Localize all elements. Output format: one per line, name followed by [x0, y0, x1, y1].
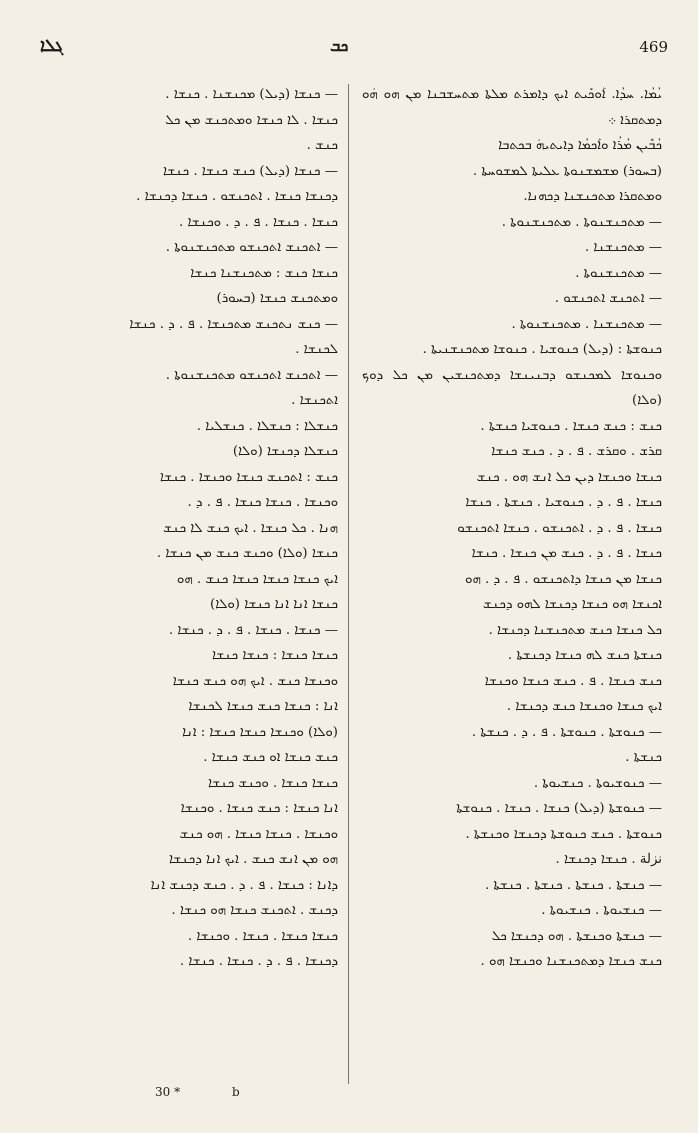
dictionary-line: — ܟܢܫ ܢܬܟܢܫ ܡܬܟܢܫܐ . ܦ . ܕ . ܟܢܫܐ: [129, 316, 338, 332]
left-column: [38, 82, 338, 975]
dictionary-line: — ܟܢܫܐ (ܕܝܠ) ܟܢܫ ܟܢܫܐ . ܟܢܫܐ: [162, 163, 338, 179]
dictionary-line: ܟܢܫܬܐ ܟܢܫ ܠܗ ܟܢܫܐ ܕܟܢܫܬܐ .: [507, 648, 662, 663]
column-divider: [348, 84, 349, 1084]
dictionary-line: ܟܢܫ ܟܢܫܐ ܐܘ ܟܢܫ ܟܢܫܐ .: [203, 750, 338, 765]
dictionary-line: ܟܢܫܠܐ : ܟܢܫܠܐ . ܟܢܫܠܝܐ .: [196, 418, 338, 434]
dictionary-line: — ܟܢܫܬܐ ܘܟܢܫܬܐ . ܗܘ ܕܟܢܫܐ ܟܠ: [491, 928, 662, 944]
dictionary-line: ܝܳܡܳܐ. ܚܕܳܐ. ܐܰܘܟܺܝܬ ܐܝܟ ܕܐܡܪܬ ܡܠܬܐ ܡܬܚܫܒܢܐ ܡܢ ܗܘ ܗܿܘ ܕܡܬܩܪܐ ܀: [362, 87, 662, 128]
dictionary-line: ܗܘ ܡܢ ܐܢܫ ܟܢܫ . ܐܝܟ ܐܢܐ ܕܟܢܫܐ: [169, 852, 338, 867]
dictionary-line: ܘܡܬܟܢܫ ܟܢܫܐ (ܒܚܘܪ): [216, 291, 338, 306]
dictionary-line: ܟܢܫܐ ܡܢ ܟܢܫܐ ܕܐܬܟܢܫܘ . ܦ . ܕ . ܗܘ: [465, 571, 662, 587]
dictionary-line: — ܟܢܫܐ . ܟܢܫܐ . ܦ . ܕ . ܟܢܫܐ .: [168, 622, 338, 638]
dictionary-line: ܐܟܢܫܐ ܗܘ ܟܢܫܐ ܕܟܢܫܐ ܠܗܘ ܕܟܢܫ: [482, 597, 662, 612]
right-column: [362, 82, 662, 975]
dictionary-line: ܟܢܫܐ ܘܟܢܫܐ ܕܝܢ ܟܠ ܐܢܫ ܗܘ . ܟܢܫ: [476, 469, 662, 485]
dictionary-line: ܟܢܫܐ . ܦ . ܕ . ܟܢܫ ܡܢ ܟܢܫܐ . ܟܢܫܐ: [471, 546, 662, 561]
dictionary-line: ܗܢܐ . ܟܠ ܟܢܫܐ . ܐܝܟ ܟܢܫ ܠܐ ܟܢܫ: [163, 520, 338, 536]
dictionary-line: ܟܳܒܶܝܢ ܡܳܪܳܐ ܘܐܰܟܡܳܐ ܕܐܝܬܝܗܿ ܒܟܬܒܐ: [498, 138, 662, 153]
dictionary-line: ܟܢܫܐ (ܘܠܐ) ܘܟܢܫ ܟܢܫ ܡܢ ܟܢܫܐ .: [156, 546, 338, 561]
dictionary-line: — ܡܬܟܢܫܢܘܬܐ . ܡܬܟܢܫܢܘܬܐ .: [501, 214, 662, 230]
dictionary-line: ܘܟܢܫܐ . ܟܢܫܐ ܟܢܫܐ . ܗܘ ܟܢܫ: [179, 826, 338, 842]
dictionary-line: ܐܢܐ : ܟܢܫܐ ܟܢܫ ܟܢܫܐ ܠܟܢܫܐ: [188, 699, 338, 714]
dictionary-line: — ܟܢܫܐ (ܕܝܠ) ܡܟܢܫܢܐ . ܟܢܫܐ .: [165, 87, 338, 102]
dictionary-line: ܟܢܫ .: [306, 138, 338, 153]
dictionary-line: ܟܢܘܫܬܐ : (ܕܝܠ) ܟܢܘܫܝܐ . ܟܢܘܫܐ ܡܬܟܢܫܢܝܬܐ .: [422, 342, 662, 357]
dictionary-line: ܟܢܫܐ . ܦ . ܕ . ܐܬܟܢܫܘ . ܟܢܫܐ ܐܬܟܢܫܘ: [457, 520, 662, 536]
dictionary-line: — ܟܢܫܝܘܬܐ . ܟܢܫܝܘܬܐ .: [541, 903, 662, 918]
dictionary-line: ܕܐܢܐ : ܟܢܫܐ . ܦ . ܕ . ܟܢܫ ܕܟܢܫ ܐܢܐ: [150, 877, 338, 893]
dictionary-line: — ܐܬܟܢܫ ܐܬܟܢܫܘ ܡܬܟܢܫܢܘܬܐ .: [165, 367, 338, 383]
dictionary-line: ܕܟܢܫܐ . ܦ . ܕ . ܟܢܫܐ . ܟܢܫܐ .: [179, 954, 338, 969]
dictionary-line: ܕܟܢܫ . ܐܬܟܢܫ ܟܢܫܐ ܗܘ ܟܢܫܐ .: [171, 903, 338, 918]
dictionary-line: ܐܝܟ ܟܢܫܐ ܟܢܫܐ ܟܢܫܐ ܟܢܫ . ܗܘ: [176, 571, 338, 587]
dictionary-line: ܟܢܫܠܐ ܕܟܢܫܐ (ܘܠܐ): [232, 444, 338, 459]
dictionary-line: ܟܢܫܐ ܟܢܫܐ : ܟܢܫܐ ܟܢܫܐ: [211, 648, 338, 663]
dictionary-line: ܐܬܟܢܫܐ .: [291, 393, 338, 408]
dictionary-line: نزلة . ܟܢܫܐ ܕܟܢܫܐ .: [555, 852, 662, 867]
dictionary-line: ܘܟܢܘܫܐ ܠܡܟܢܫܘ ܕܒܢܝܢܫܐ ܕܡܬܟܢܫܝܢ ܡܢ ܟܠ ܕܘܟ (ܘܠܐ): [362, 367, 662, 408]
dictionary-line: ܟܢܫܐ . ܠܐ ܟܢܫܐ ܘܡܬܟܢܫ ܡܢ ܟܠ: [165, 112, 338, 128]
dictionary-line: ܟܢܫܬܐ .: [625, 750, 662, 765]
dictionary-line: ܟܢܫ : ܟܢܫ ܟܢܫܐ . ܟܢܘܫܝܐ ܟܢܫܬܐ .: [480, 418, 662, 434]
dictionary-line: — ܟܢܫܬܐ . ܟܢܫܬܐ . ܟܢܫܬܐ . ܟܢܫܬܐ .: [484, 877, 662, 893]
dictionary-line: ܟܢܫܐ ܟܢܫܐ . ܟܢܫܐ . ܘܟܢܫܐ .: [187, 928, 338, 944]
dictionary-line: — ܟܢܘܫܬܐ (ܕܝܠ) ܟܢܫܐ . ܟܢܫܐ . ܟܢܘܫܬܐ: [456, 801, 662, 816]
dictionary-line: — ܐܬܟܢܫ ܐܬܟܢܫܘ ܡܬܟܢܫܢܘܬܐ .: [165, 240, 338, 255]
dictionary-line: — ܡܬܟܢܫܢܐ . ܡܬܟܢܫܢܘܬܐ .: [511, 316, 662, 332]
dictionary-line: ܘܡܬܩܪܐ ܡܬܟܢܫܢܐ ܕܟܗܢܐ.: [523, 189, 662, 204]
running-head-left: ܓܠܐ: [40, 36, 64, 56]
dictionary-line: — ܡܬܟܢܫܢܘܬܐ .: [575, 265, 662, 281]
dictionary-line: — ܟܢܘܫܬܐ . ܟܢܘܫܬܐ . ܦ . ܕ . ܟܢܫܬܐ .: [471, 724, 662, 740]
dictionary-line: ܩܪܫ . ܘܩܪܫ . ܦ . ܕ . ܟܢܫ ܟܢܫܐ: [491, 444, 662, 459]
dictionary-line: ܠܟܢܫܐ .: [295, 342, 338, 357]
dictionary-line: ܘܟܢܫܐ . ܟܢܫܐ ܟܢܫܐ . ܦ . ܕ .: [187, 495, 338, 510]
dictionary-line: ܟܢܫܐ . ܦ . ܕ . ܟܢܘܫܝܐ . ܟܢܫܬܐ . ܟܢܫܐ: [465, 495, 662, 510]
dictionary-line: ܟܢܫ ܟܢܫܐ . ܦ . ܟܢܫ ܟܢܫܐ ܘܟܢܫܐ: [484, 673, 662, 689]
running-head-center: ܟܒ: [330, 36, 349, 55]
dictionary-line: ܟܢܫܐ . ܟܢܫܐ . ܦ . ܕ . ܘܟܢܫܐ .: [179, 214, 338, 230]
dictionary-line: ܐܝܟ ܟܢܫܐ ܘܟܢܫܐ ܟܢܫ ܕܟܢܫܐ .: [506, 699, 662, 714]
dictionary-line: ܟܢܫܐ ܐܢܐ ܐܢܐ ܟܢܫܐ (ܘܠܐ): [210, 597, 338, 612]
dictionary-line: ܟܠ ܟܢܫܐ ܟܢܫ ܡܬܟܢܫܢܐ ܕܟܢܫܐ .: [488, 622, 662, 638]
dictionary-line: ܟܢܫܐ ܟܢܫ : ܡܬܟܢܫܢܐ ܟܢܫܐ: [190, 265, 338, 281]
dictionary-line: ܐܢܐ ܟܢܫܐ : ܟܢܫ ܟܢܫܐ . ܘܟܢܫܐ: [180, 801, 338, 816]
dictionary-line: (ܒܚܘܪ) ܡܫܡܫܢܘܬܐ ܥܠܝܬܐ ܠܡܫܘܚܬܐ .: [472, 163, 662, 179]
printer-signature: 30 *: [155, 1085, 181, 1099]
dictionary-line: — ܟܢܘܫܝܘܬܐ . ܟܢܫܝܘܬܐ .: [533, 775, 662, 791]
page-number: 469: [639, 38, 668, 56]
dictionary-line: ܟܢܫ ܟܢܫܐ ܕܡܬܟܢܫܢܐ ܘܟܢܫܐ ܗܘ .: [480, 954, 662, 969]
dictionary-line: ܘܟܢܫܐ ܟܢܫ . ܐܝܟ ܗܘ ܟܢܫ ܟܢܫܐ: [172, 673, 338, 689]
dictionary-line: (ܘܠܐ) ܘܟܢܫܐ ܟܢܫܐ ܟܢܫܐ : ܐܢܐ: [182, 724, 338, 740]
dictionary-line: ܟܢܫܐ ܟܢܫܐ . ܘܟܢܫ ܟܢܫܐ: [207, 775, 338, 791]
dictionary-line: — ܐܬܟܢܫ ܐܬܟܢܫܘ .: [554, 291, 662, 306]
signature-letter: b: [232, 1085, 240, 1099]
dictionary-line: — ܡܬܟܢܫܢܐ .: [584, 240, 662, 255]
dictionary-line: ܕܟܢܫܐ ܟܢܫܐ . ܐܬܟܢܫܘ . ܟܢܫܐ ܕܟܢܫܐ .: [136, 189, 338, 204]
dictionary-line: ܟܢܫ : ܐܬܟܢܫ ܟܢܫܐ ܘܟܢܫܐ . ܟܢܫܐ: [159, 469, 338, 485]
dictionary-line: ܟܢܘܫܬܐ . ܟܢܫ ܟܢܘܫܬܐ ܕܟܢܫܐ ܘܟܢܫܬܐ .: [465, 826, 662, 842]
